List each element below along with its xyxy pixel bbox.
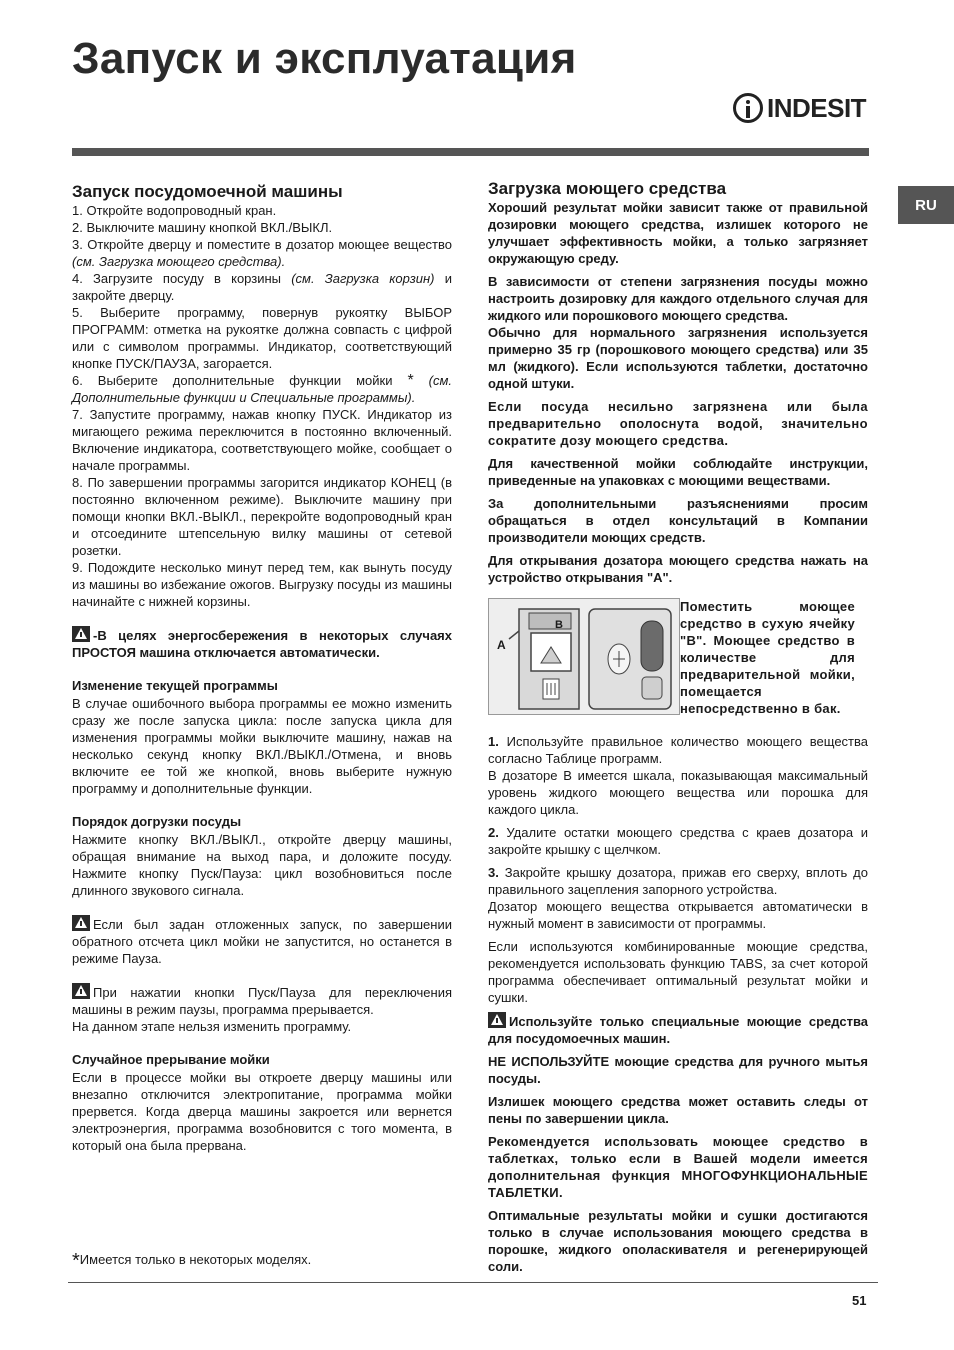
step-r3: 3. Закройте крышку дозатора, прижав его сверху, вплоть до правильного зацепления запорного устройства. — [488, 865, 868, 897]
footer-rule — [68, 1282, 878, 1283]
delay-note: Если был задан отложенных запуск, по завершении обратного отсчета цикл мойки не запустится, но останется в режиме Пауза. — [72, 917, 452, 966]
warning-icon — [72, 915, 90, 931]
step-8: 8. По завершении программы загорится индикатор КОНЕЦ (в постоянно включенном режиме). Выключите машину при помощи кнопки ВКЛ.-ВЫКЛ., перекройте водопроводный кран и отсоедините штепсельную вилку машины от сетевой розетки. — [72, 475, 452, 558]
detergent-p2: В зависимости от степени загрязнения посуды можно настроить дозировку для каждого отдельного случая для жидкого или порошкового моющего средства. — [488, 274, 868, 323]
change-program-text: В случае ошибочного выбора программы ее можно изменить сразу же после запуска цикла: после запуска цикла для изменения программы мойки выключите машину, нажав на несколько секунд кнопку ВКЛ./ВЫКЛ./Отмена, и вновь включите ее той же кнопкой, вновь выберите нужную программу и дополнительные функции. — [72, 696, 452, 796]
dispenser-drawing — [489, 599, 679, 714]
warning-optimal: Оптимальные результаты мойки и сушки достигаются только в случае использования моющего средства в порошке, жидкого ополаскивателя и регенерирующей соли. — [488, 1208, 868, 1274]
detergent-p3: Обычно для нормального загрязнения используется примерно 35 гр (порошкового моющего средства) или 35 мл (жидкого). Если используются таблетки, достаточно одной штуки. — [488, 325, 868, 391]
step-r3b: Дозатор моющего вещества открывается автоматически в нужный момент в зависимости от программы. — [488, 899, 868, 931]
footnote: *Имеется только в некоторых моделях. — [72, 1250, 312, 1272]
right-column — [488, 180, 868, 1275]
step-6: 6. Выберите дополнительные функции мойки * (см. Дополнительные функции и Специальные программы). — [72, 372, 452, 405]
step-r1b: В дозаторе В имеется шкала, показывающая максимальный уровень жидкого моющего вещества или порошка для каждого цикла. — [488, 768, 868, 817]
detergent-p4: Если посуда несильно загрязнена или была предварительно ополоснута водой, значительно сократите дозу моющего средства. — [488, 399, 868, 448]
figure-caption: Поместить моющее средство в сухую ячейку "В". Моющее средство в количестве для предварительной мойки, помещается непосредственно в бак. — [680, 599, 855, 716]
warning-special: Используйте только специальные моющие средства для посудомоечных машин. — [488, 1014, 868, 1046]
dispenser-figure-row — [488, 598, 868, 717]
label-b: B — [555, 619, 563, 631]
step-r2: 2. Удалите остатки моющего средства с краев дозатора и закройте крышку с щелчком. — [488, 825, 868, 857]
detergent-heading: Загрузка моющего средства — [488, 179, 727, 198]
detergent-p6: За дополнительными разъяснениями просим обращаться в отдел консультаций в Компании производители моющих средств. — [488, 496, 868, 545]
energy-note: -В целях энергосбережения в некоторых случаях ПРОСТОЯ машина отключается автоматически. — [72, 628, 452, 660]
page-title: Запуск и эксплуатация — [72, 34, 577, 83]
step-r1: 1. Используйте правильное количество моющего вещества согласно Таблице программ. — [488, 734, 868, 766]
detergent-p1: Хороший результат мойки зависит также от правильной дозировки моющего средства, излишек которого не улучшает эффективность мойки, а только загрязняет окружающую среду. — [488, 200, 868, 266]
step-2: 2. Выключите машину кнопкой ВКЛ./ВЫКЛ. — [72, 220, 333, 235]
warning-icon — [72, 626, 90, 642]
change-program-heading: Изменение текущей программы — [72, 678, 278, 693]
left-column — [72, 183, 452, 1154]
interrupt-text: Если в процессе мойки вы откроете дверцу машины или внезапно отключится электропитание, программа мойки прервется. Когда дверца машины закроется или вернется электроэнергия, программа возобновится с того момента, в который она была прервана. — [72, 1070, 452, 1153]
brand-name: INDESIT — [767, 92, 867, 123]
warning-icon — [488, 1012, 506, 1028]
warning-tablets: Рекомендуется использовать моющее средство в таблетках, только если в Вашей модели имеется дополнительная функция МНОГОФУНКЦИОНАЛЬНЫЕ ТАБЛЕТКИ. — [488, 1134, 868, 1200]
label-a: A — [497, 638, 506, 652]
warning-foam: Излишек моющего средства может оставить следы от пены по завершении цикла. — [488, 1094, 868, 1126]
page-number: 51 — [852, 1293, 867, 1308]
step-3: 3. Откройте дверцу и поместите в дозатор моющее вещество (см. Загрузка моющего средства). — [72, 237, 452, 269]
language-tab: RU — [898, 186, 954, 224]
warning-icon — [72, 983, 90, 999]
reload-text: Нажмите кнопку ВКЛ./ВЫКЛ., откройте дверцу машины, обращая внимание на выход пара, и доложите посуду. Нажмите кнопку Пуск/Пауза: цикл возобновиться после длинного звукового сигнала. — [72, 832, 452, 898]
detergent-p5: Для качественной мойки соблюдайте инструкции, приведенные на упаковках с моющими веществами. — [488, 456, 868, 488]
step-7: 7. Запустите программу, нажав кнопку ПУСК. Индикатор из мигающего режима переключится в постоянно включенный. Включение индикатора, соответствующего мойке, сообщает о начале программы. — [72, 407, 452, 473]
tabs-note: Если используются комбинированные моющие средства, рекомендуется использовать функцию TABS, за счет которой программа обеспечивает оптимальный результат мойки и сушки. — [488, 939, 868, 1005]
step-1: 1. Откройте водопроводный кран. — [72, 203, 277, 218]
pause-note-2: На данном этапе нельзя изменить программу. — [72, 1019, 352, 1034]
reload-heading: Порядок догрузки посуды — [72, 814, 242, 829]
detergent-p7: Для открывания дозатора моющего средства нажать на устройство открывания "А". — [488, 553, 868, 585]
pause-note: При нажатии кнопки Пуск/Пауза для переключения машины в режим паузы, программа прерывается. — [72, 985, 452, 1017]
indesit-logo-icon — [733, 93, 763, 123]
header-rule — [72, 148, 869, 156]
interrupt-heading: Случайное прерывание мойки — [72, 1052, 270, 1067]
step-9: 9. Подождите несколько минут перед тем, как вынуть посуду из машины во избежание ожогов. Выгрузку посуды из машины начинайте с нижней корзины. — [72, 560, 452, 609]
dispenser-illustration — [488, 598, 680, 715]
indesit-logo — [733, 90, 866, 126]
warning-handwash: НЕ ИСПОЛЬЗУЙТЕ моющие средства для ручного мытья посуды. — [488, 1054, 868, 1086]
step-4: 4. Загрузите посуду в корзины (см. Загрузка корзин) и закройте дверцу. — [72, 271, 452, 303]
step-5: 5. Выберите программу, повернув рукоятку ВЫБОР ПРОГРАММ: отметка на рукоятке должна совпасть с цифрой или с символом программы. Индикатор, соответствующий кнопке ПУСК/ПАУЗА, загорается. — [72, 305, 452, 371]
start-heading: Запуск посудомоечной машины — [72, 182, 343, 201]
